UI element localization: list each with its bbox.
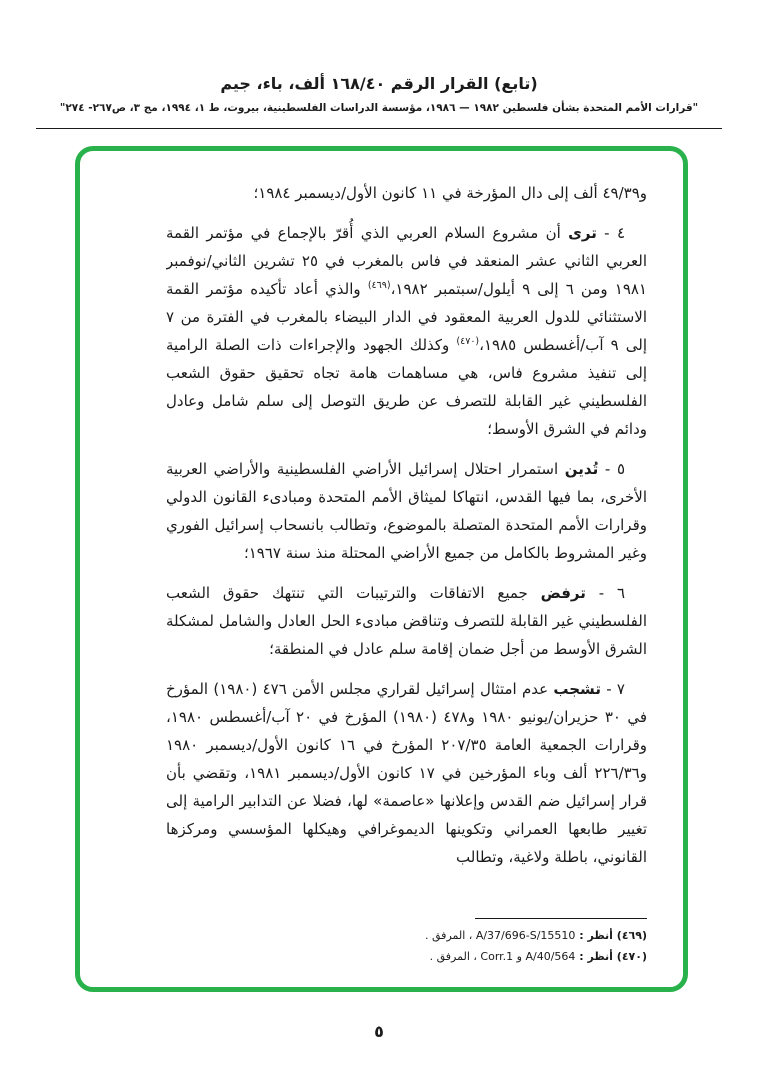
paragraph-4 [166, 219, 647, 443]
footnote-tail: ، المرفق . [429, 950, 481, 963]
footnote-tail: ، المرفق . [425, 929, 476, 942]
paragraph-6 [166, 579, 647, 663]
paragraph-text: والذي أعاد تأكيده مؤتمر القمة الاستثنائي للدول العربية المعقود في الدار البيضاء بالمغرب في الفترة من ٧ إلى ٩ آب/أغسطس ١٩٨٥، [166, 280, 647, 354]
resolution-title: (تابع) القرار الرقم ١٦٨/٤٠ ألف، باء، جيم [220, 74, 538, 93]
footnote-marker: (٤٧٠) [612, 950, 647, 963]
footnote-ref-470: (٤٧٠) [456, 336, 480, 347]
footnote-469 [166, 925, 647, 946]
footnote-document-symbol: A/37/696-S/15510 [475, 929, 576, 942]
header-divider [36, 128, 722, 129]
page-header [0, 74, 758, 114]
footnote-ref-469: (٤٦٩) [367, 280, 391, 291]
paragraph-7 [166, 675, 647, 871]
footnote-label: أنظر : [575, 929, 613, 942]
continuation-text: و٤٩/٣٩ ألف إلى دال المؤرخة في ١١ كانون الأول/ديسمبر ١٩٨٤؛ [253, 184, 647, 202]
paragraph-number: ٧ - [600, 680, 625, 698]
source-citation: "قرارات الأمم المتحدة بشأن فلسطين ١٩٨٢ — ١٩٨٦، مؤسسة الدراسات الفلسطينية، بيروت، ط ١، ١٩٩٤، مج ٣، ص٢٦٧- ٢٧٤" [59, 102, 699, 114]
paragraph-number: ٥ - [598, 460, 626, 478]
operative-verb: تشجب [553, 680, 601, 698]
paragraph-continuation [166, 179, 647, 207]
paragraph-text: جميع الاتفاقات والترتيبات التي تنتهك حقوق الشعب الفلسطيني غير القابلة للتصرف وتناقض مبادىء الحل العادل والشامل لمشكلة الشرق الأوسط من أجل ضمان إقامة سلم عادل في المنطقة؛ [166, 584, 647, 658]
operative-verb: ترى [568, 224, 597, 242]
footnote-470 [166, 946, 647, 967]
operative-verb: تُدين [564, 460, 599, 478]
footnote-document-symbol: A/40/564 و Corr.1 [480, 950, 576, 963]
footnote-divider [475, 918, 647, 919]
paragraph-number: ٦ - [585, 584, 625, 602]
paragraph-number: ٤ - [596, 224, 626, 242]
paragraph-text: استمرار احتلال إسرائيل الأراضي الفلسطينية والأراضي العربية الأخرى، بما فيها القدس، انتهاكا لميثاق الأمم المتحدة ومبادىء القانون الدولي وقرارات الأمم المتحدة المتصلة بالموضوع، وتطالب بانسحاب إسرائيل الفوري وغير المشروط بالكامل من جميع الأراضي المحتلة منذ سنة ١٩٦٧؛ [166, 460, 647, 562]
paragraph-text: أن مشروع السلام العربي الذي أُقرّ بالإجماع في مؤتمر القمة العربي الثاني عشر المنعقد في فاس بالمغرب في ٢٥ تشرين الثاني/نوفمبر ١٩٨١ ومن ٦ إلى ٩ أيلول/سبتمبر ١٩٨٢، [166, 224, 647, 298]
operative-verb: ترفض [540, 584, 586, 602]
paragraph-text: وكذلك الجهود والإجراءات ذات الصلة الرامية إلى تنفيذ مشروع فاس، هي مساهمات هامة تجاه تحقيق حقوق الشعب الفلسطيني غير القابلة للتصرف عن طريق التوصل إلى سلم شامل وعادل ودائم في الشرق الأوسط؛ [166, 336, 647, 438]
footnote-label: أنظر : [575, 950, 613, 963]
content-frame [75, 146, 688, 992]
paragraph-5 [166, 455, 647, 567]
paragraph-text: عدم امتثال إسرائيل لقراري مجلس الأمن ٤٧٦ (١٩٨٠) المؤرخ في ٣٠ حزيران/يونيو ١٩٨٠ و٤٧٨ (١٩٨٠) المؤرخ في ٢٠ آب/أغسطس ١٩٨٠، وقرارات الجمعية العامة ٢٠٧/٣٥ المؤرخ في ١٦ كانون الأول/ديسمبر ١٩٨٠ و٢٢٦/٣٦ ألف وباء المؤرخين في ١٧ كانون الأول/ديسمبر ١٩٨١، وتقضي بأن قرار إسرائيل ضم القدس وإعلانها «عاصمة» لها، فضلا عن التدابير الرامية إلى تغيير طابعها العمراني وتكوينها الديموغرافي وهيكلها المؤسسي ومركزها القانوني، باطلة ولاغية، وتطالب [166, 680, 647, 866]
footnotes-section [166, 918, 647, 967]
page-number: ٥ [374, 1022, 384, 1041]
footnote-marker: (٤٦٩) [612, 929, 647, 942]
resolution-body [166, 179, 647, 910]
